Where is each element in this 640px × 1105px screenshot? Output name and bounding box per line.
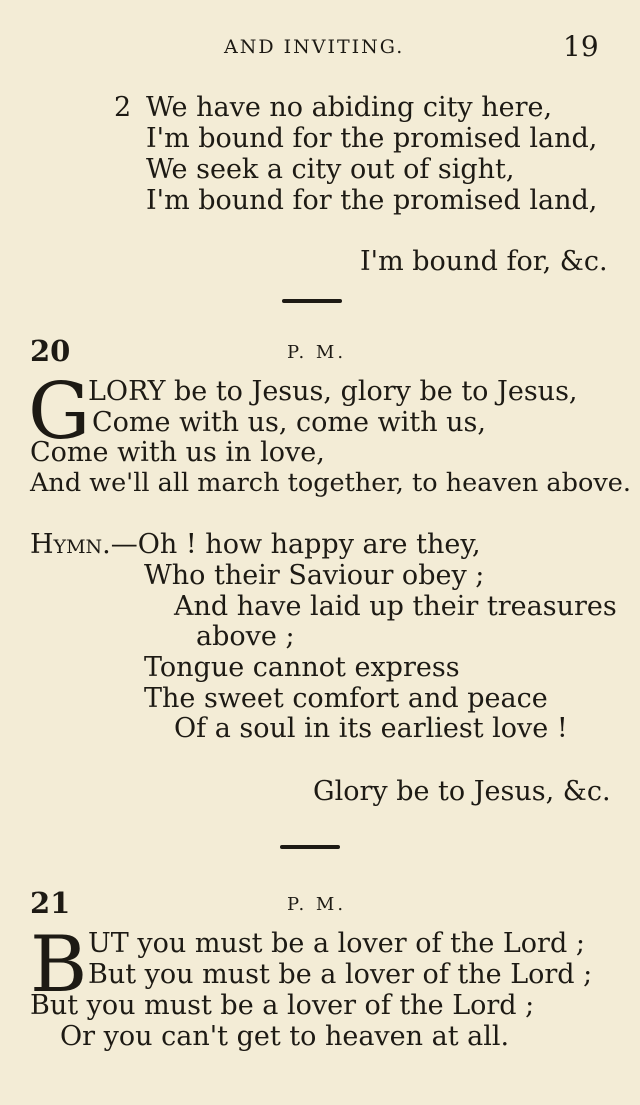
verse-line: We have no abiding city here, <box>146 92 553 123</box>
hymn-line: UT you must be a lover of the Lord ; <box>88 928 585 959</box>
hymn-line: And we'll all march together, to heaven above. <box>30 468 631 498</box>
running-header: AND INVITING. <box>224 36 405 58</box>
hymn-line: Or you can't get to heaven at all. <box>60 1021 510 1052</box>
hymn-line: The sweet comfort and peace <box>144 683 548 714</box>
hymn-number: 21 <box>30 886 71 920</box>
chorus-reference: I'm bound for, &c. <box>360 246 608 277</box>
hymn-line: But you must be a lover of the Lord ; <box>30 990 535 1021</box>
verse-number: 2 <box>114 92 132 123</box>
hymn-line: But you must be a lover of the Lord ; <box>88 959 593 990</box>
hymn-line: Tongue cannot express <box>144 652 460 683</box>
hymn-label: Hymn. <box>30 529 111 560</box>
hymn-line: Come with us, come with us, <box>92 407 486 438</box>
hymn-meter: P. M. <box>287 342 347 363</box>
section-divider <box>282 299 342 303</box>
chorus-reference: Glory be to Jesus, &c. <box>313 776 611 807</box>
verse-line: I'm bound for the promised land, <box>146 123 598 154</box>
hymn-meter: P. M. <box>287 894 347 915</box>
section-divider <box>280 845 340 849</box>
hymn-line: Who their Saviour obey ; <box>144 560 485 591</box>
page-number: 19 <box>563 30 599 63</box>
drop-cap: B <box>30 920 88 1010</box>
hymn-line: Come with us in love, <box>30 437 325 468</box>
drop-cap: G <box>28 367 91 457</box>
hymn-line: LORY be to Jesus, glory be to Jesus, <box>88 376 578 407</box>
hymn-number: 20 <box>30 334 71 368</box>
hymn-line: Of a soul in its earliest love ! <box>174 713 568 744</box>
hymn-line: And have laid up their treasures <box>174 591 617 622</box>
hymn-line <box>30 529 481 560</box>
verse-line: We seek a city out of sight, <box>146 154 515 185</box>
hymn-line-text: —Oh ! how happy are they, <box>110 529 481 560</box>
hymn-line: above ; <box>196 621 295 652</box>
verse-line: I'm bound for the promised land, <box>146 185 598 216</box>
